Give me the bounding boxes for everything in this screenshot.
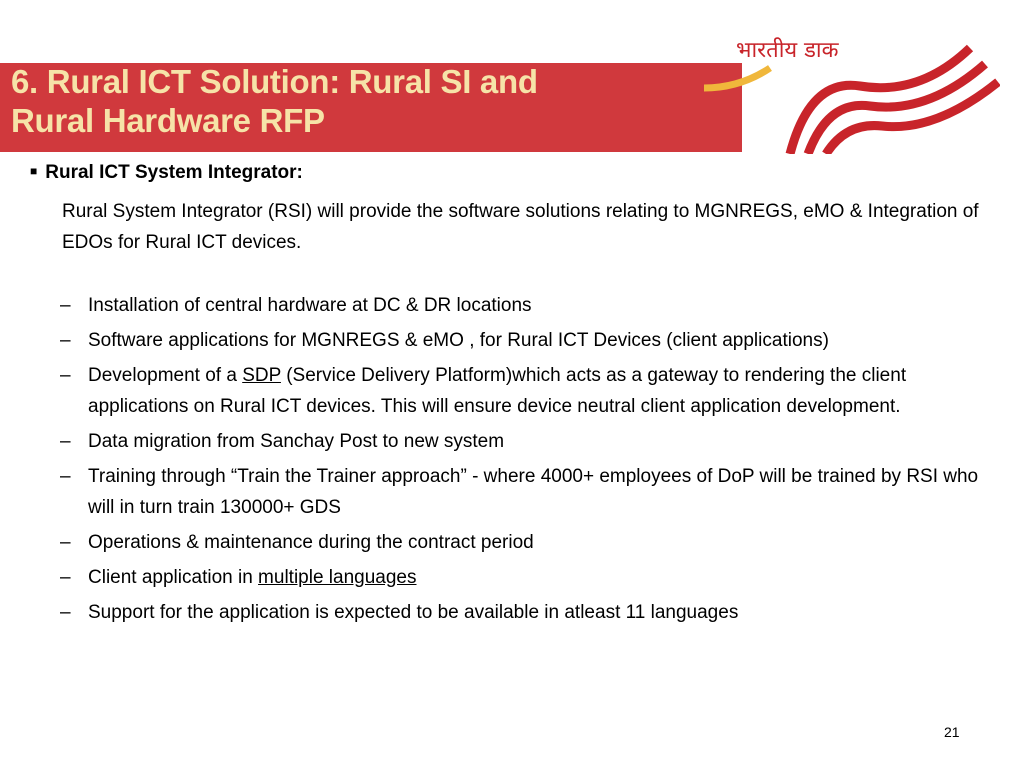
dash-bullet: –	[60, 330, 71, 351]
list-item-text-before: Client application in	[88, 567, 259, 588]
logo-text: भारतीय डाक	[736, 38, 839, 63]
list-item	[60, 325, 1000, 356]
list-item-text: Support for the application is expected to be available in atleast 11 languages	[88, 602, 739, 623]
list-item	[60, 527, 1000, 558]
list-item-text: Operations & maintenance during the contract period	[88, 532, 534, 553]
dash-bullet: –	[60, 295, 71, 316]
list-item	[60, 597, 1000, 628]
sdp-link[interactable]: SDP	[242, 365, 281, 386]
dash-bullet: –	[60, 602, 71, 623]
list-item	[60, 290, 1000, 321]
slide-title-line-2: Rural Hardware RFP	[11, 102, 325, 139]
list-item-text: Installation of central hardware at DC & DR locations	[88, 295, 532, 316]
list-item	[60, 360, 1000, 422]
section-heading-text: Rural ICT System Integrator:	[45, 162, 303, 183]
list-item	[60, 461, 1000, 523]
intro-paragraph: Rural System Integrator (RSI) will provide the software solutions relating to MGNREGS, eMO & Integration of EDOs for Rural ICT devices.	[62, 201, 979, 253]
list-item-text: Software applications for MGNREGS & eMO , for Rural ICT Devices (client applications)	[88, 330, 829, 351]
dash-bullet: –	[60, 431, 71, 452]
india-post-logo-icon	[700, 38, 1000, 154]
list-item-text: Data migration from Sanchay Post to new system	[88, 431, 505, 452]
list-item-text-after: (Service Delivery Platform)which acts as a gateway to rendering the client applications on Rural ICT devices. This will ensure device neutral client application development.	[88, 365, 907, 417]
list-item-text-before: Development of a	[88, 365, 243, 386]
square-bullet-icon: ■	[30, 164, 38, 178]
list-item-text: Training through “Train the Trainer approach” - where 4000+ employees of DoP will be trained by RSI who will in turn train 130000+ GDS	[88, 466, 979, 518]
page-number: 21	[944, 724, 960, 740]
slide-title	[11, 62, 538, 140]
list-item	[60, 426, 1000, 457]
multiple-languages-link[interactable]: multiple languages	[258, 567, 417, 588]
list-item	[60, 562, 1000, 593]
dash-bullet: –	[60, 365, 71, 386]
dash-bullet: –	[60, 532, 71, 553]
bullet-list	[60, 290, 1000, 632]
section-heading	[30, 161, 303, 186]
dash-bullet: –	[60, 567, 71, 588]
dash-bullet: –	[60, 466, 71, 487]
slide-title-line-1: 6. Rural ICT Solution: Rural SI and	[11, 63, 538, 100]
